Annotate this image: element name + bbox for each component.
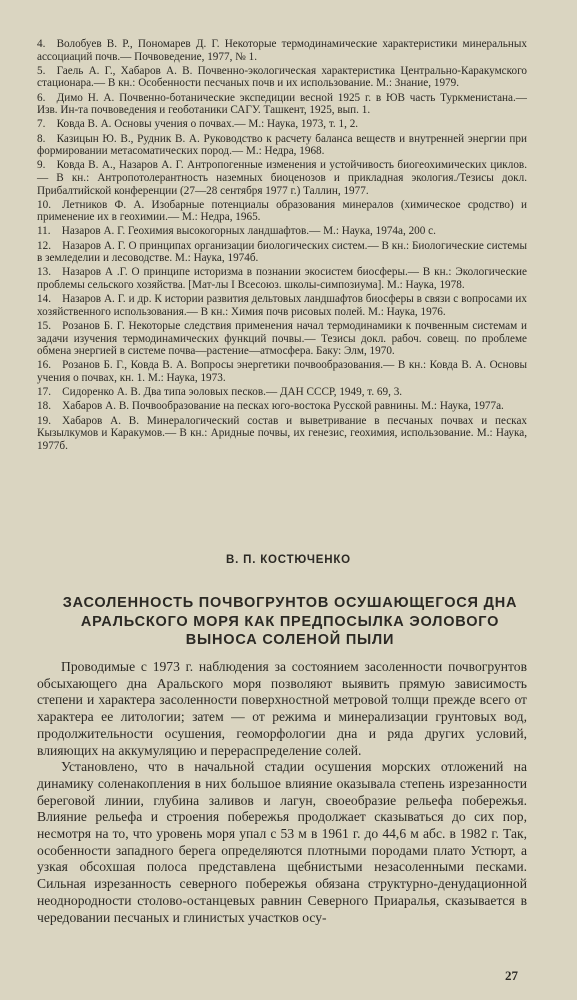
- reference-number: 8.: [37, 132, 46, 145]
- reference-text: Летников Ф. А. Изобарные потенциалы образования минералов (химическое сродство) и применение их в геохимии.— М.: Недра, 1965.: [37, 198, 527, 224]
- reference-number: 17.: [37, 386, 51, 399]
- reference-item: [37, 199, 527, 224]
- reference-number: 7.: [37, 118, 46, 131]
- reference-number: 19.: [37, 414, 51, 427]
- reference-item: [37, 159, 527, 197]
- body-paragraph-1: Проводимые с 1973 г. наблюдения за состоянием засоленности почвогрунтов обсыхающего дна Аральского моря позволяют выявить прямую зависимость степени и характера засоленности поверхностной метровой толщи прежде всего от характера ее литологии; затем — от режима и минерализации грунтовых вод, продолжительности осушения, геоморфологии дна и ряда других условий, влияющих на аккумуляцию и перераспределение солей.: [37, 659, 527, 758]
- reference-number: 15.: [37, 320, 51, 332]
- reference-item: [37, 240, 527, 265]
- article-author: В. П. КОСТЮЧЕНКО: [226, 554, 351, 566]
- reference-item: [37, 65, 527, 90]
- reference-text: Ковда В. А., Назаров А. Г. Антропогенные изменения и устойчивость биогеохимических циклов.— В кн.: Антропотолерантность наземных биоценозов и прикладная экология./Тезисы докл. Прибалтийской конференции (27—28 сентября 1977 г.) Таллин, 1977.: [37, 159, 527, 197]
- reference-text: Назаров А .Г. О принципе историзма в познании экосистем биосферы.— В кн.: Экологические проблемы сельского хозяйства. [Мат-лы I Всесоюз. школы-симпозиума]. М.: Наука, 1978.: [37, 266, 527, 292]
- reference-text: Назаров А. Г. О принципах организации биологических систем.— В кн.: Биологические системы в земледелии и лесоводстве. М.: Наука, 1974б.: [37, 239, 527, 265]
- page-number: 27: [505, 968, 518, 983]
- reference-number: 10.: [37, 198, 51, 211]
- reference-number: 5.: [37, 64, 46, 77]
- reference-item: [37, 386, 527, 399]
- reference-item: [37, 400, 527, 413]
- reference-text: Казицын Ю. В., Рудник В. А. Руководство к расчету баланса веществ и внутренней энергии при формировании метасоматических пород.— М.: Недра, 1968.: [37, 132, 527, 158]
- reference-text: Сидоренко А. В. Два типа эоловых песков.— ДАН СССР, 1949, т. 69, 3.: [62, 386, 403, 399]
- reference-item: [37, 320, 527, 358]
- reference-number: 9.: [37, 159, 46, 172]
- reference-item: [37, 225, 527, 238]
- reference-item: [37, 266, 527, 291]
- reference-text: Розанов Б. Г. Некоторые следствия применения начал термодинамики к почвенным системам и задачи изучения термодинамических функций почвы.— Тезисы докл. рабоч. совещ. по проблеме обмена энергией в системе почва—растение—атмосфера. Баку: Элм, 1970.: [37, 320, 527, 358]
- reference-text: Назаров А. Г. и др. К истории развития дельтовых ландшафтов биосферы в связи с вопросами их хозяйственного использования.— В кн.: Химия почв рисовых полей. М.: Наука, 1976.: [37, 293, 527, 318]
- reference-text: Димо Н. А. Почвенно-ботанические экспедиции весной 1925 г. в ЮВ часть Туркменистана.— Изв. Ин-та почвоведения и геоботаники САГУ. Ташкент, 1925, вып. 1.: [37, 91, 527, 117]
- reference-text: Розанов Б. Г., Ковда В. А. Вопросы энергетики почвообразования.— В кн.: Ковда В. А. Основы учения о почвах, кн. 1. М.: Наука, 1973.: [37, 359, 527, 384]
- article-body: [37, 659, 527, 926]
- reference-item: [37, 293, 527, 318]
- body-paragraph-2: Установлено, что в начальной стадии осушения морских отложений на динамику соленакопления в них большое влияние оказывала степень изрезанности береговой линии, глубина заливов и лагун, своеобразие рельефа побережья. Влияние рельефа и строения побережья продолжает сказываться до сих пор, несмотря на то, что уровень моря упал с 53 м в 1961 г. до 44,6 м абс. в 1982 г. Так, особенности западного берега определяются плотными породами плато Устюрт, а узкая обсохшая полоса представлена щебнистыми незасоленными песками. Сильная изрезанность северного побережья обязана структурно-денудационной неоднородности столово-останцевых равнин Северного Приаралья, сказывается в чередовании песчаных и глинистых участков осу-: [37, 759, 527, 925]
- article-title: ЗАСОЛЕННОСТЬ ПОЧВОГРУНТОВ ОСУШАЮЩЕГОСЯ ДНА АРАЛЬСКОГО МОРЯ КАК ПРЕДПОСЫЛКА ЭОЛОВОГО ВЫНОСА СОЛЕНОЙ ПЫЛИ: [62, 595, 518, 648]
- reference-item: [37, 359, 527, 384]
- reference-text: Ковда В. А. Основы учения о почвах.— М.: Наука, 1973, т. 1, 2.: [56, 118, 359, 131]
- reference-text: Хабаров А. В. Почвообразование на песках юго-востока Русской равнины. М.: Наука, 1977а.: [62, 400, 504, 413]
- reference-item: [37, 92, 527, 117]
- reference-item: [37, 38, 527, 63]
- reference-list: [37, 38, 527, 454]
- reference-number: 4.: [37, 38, 46, 50]
- reference-number: 11.: [37, 225, 51, 238]
- reference-number: 13.: [37, 266, 51, 279]
- reference-number: 18.: [37, 400, 51, 413]
- reference-item: [37, 415, 527, 453]
- reference-text: Гаель А. Г., Хабаров А. В. Почвенно-экологическая характеристика Центрально-Каракумского стационара.— В кн.: Особенности песчаных почв и их использование. М.: Знание, 1979.: [37, 64, 527, 90]
- reference-number: 14.: [37, 293, 51, 306]
- reference-text: Хабаров А. В. Минералогический состав и выветривание в песчаных почвах и песках Кызылкумов и Каракумов.— В кн.: Аридные почвы, их генезис, геохимия, использование. М.: Наука, 1977б.: [37, 414, 527, 452]
- reference-number: 16.: [37, 359, 51, 372]
- reference-number: 12.: [37, 239, 51, 252]
- reference-text: Волобуев В. Р., Пономарев Д. Г. Некоторые термодинамические характеристики минеральных ассоциаций почв.— Почвоведение, 1977, № 1.: [37, 38, 527, 63]
- reference-item: [37, 133, 527, 158]
- reference-item: [37, 118, 527, 131]
- reference-number: 6.: [37, 91, 46, 104]
- reference-text: Назаров А. Г. Геохимия высокогорных ландшафтов.— М.: Наука, 1974а, 200 с.: [61, 225, 436, 238]
